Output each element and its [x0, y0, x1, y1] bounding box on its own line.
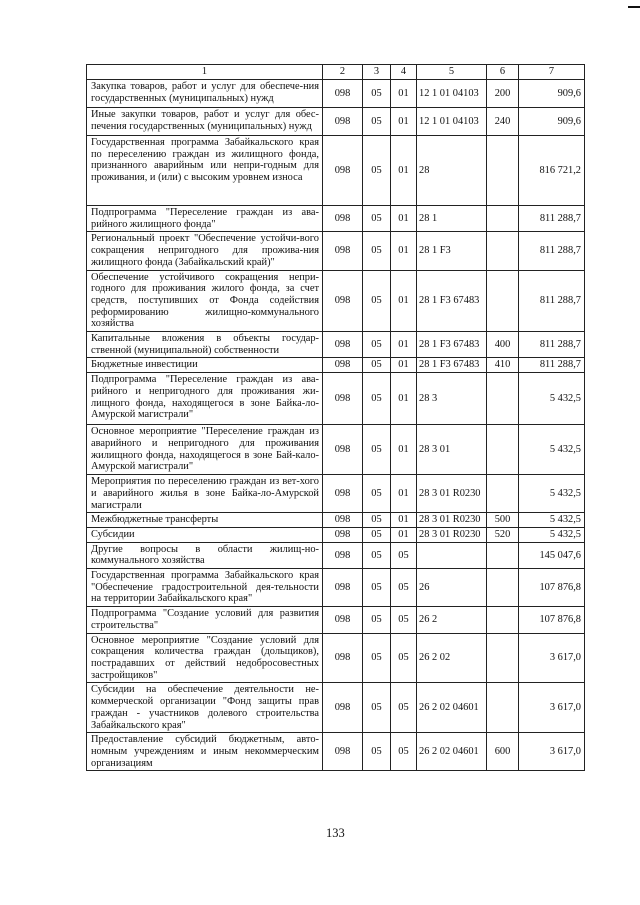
ved-code: 098 — [323, 607, 363, 633]
expense-type-code — [487, 425, 519, 475]
expense-type-code: 600 — [487, 733, 519, 771]
subsection-code: 05 — [391, 542, 417, 568]
section-code: 05 — [363, 80, 391, 108]
target-article-code: 28 1 F3 — [417, 232, 487, 270]
table-row — [87, 136, 585, 206]
amount: 811 288,7 — [519, 270, 585, 332]
amount: 107 876,8 — [519, 569, 585, 607]
expense-type-code — [487, 542, 519, 568]
target-article-code: 26 — [417, 569, 487, 607]
amount: 3 617,0 — [519, 733, 585, 771]
amount: 811 288,7 — [519, 206, 585, 232]
table-row — [87, 542, 585, 568]
section-code: 05 — [363, 270, 391, 332]
amount: 3 617,0 — [519, 683, 585, 733]
expense-type-code — [487, 136, 519, 206]
row-name: Субсидии — [87, 527, 323, 542]
ved-code: 098 — [323, 232, 363, 270]
section-code: 05 — [363, 607, 391, 633]
header-row — [87, 65, 585, 80]
row-name: Государственная программа Забайкальского края по переселению граждан из жилищного фонда, признанного аварийным или непри-годным для проживания, и (или) с высоким уровнем износа — [87, 136, 323, 206]
amount: 5 432,5 — [519, 425, 585, 475]
table-row — [87, 527, 585, 542]
amount: 909,6 — [519, 80, 585, 108]
target-article-code: 12 1 01 04103 — [417, 108, 487, 136]
table-row — [87, 270, 585, 332]
row-name: Закупка товаров, работ и услуг для обеспече-ния государственных (муниципальных) нужд — [87, 80, 323, 108]
table-row — [87, 358, 585, 373]
target-article-code: 28 3 01 R0230 — [417, 513, 487, 528]
ved-code: 098 — [323, 270, 363, 332]
table-row — [87, 373, 585, 425]
expense-type-code: 500 — [487, 513, 519, 528]
subsection-code: 01 — [391, 206, 417, 232]
ved-code: 098 — [323, 633, 363, 683]
amount: 811 288,7 — [519, 232, 585, 270]
amount: 107 876,8 — [519, 607, 585, 633]
ved-code: 098 — [323, 683, 363, 733]
amount: 5 432,5 — [519, 527, 585, 542]
target-article-code: 28 1 F3 67483 — [417, 332, 487, 358]
ved-code: 098 — [323, 358, 363, 373]
ved-code: 098 — [323, 425, 363, 475]
table-body — [87, 80, 585, 771]
table-row — [87, 569, 585, 607]
subsection-code: 01 — [391, 425, 417, 475]
expense-type-code: 400 — [487, 332, 519, 358]
table-row — [87, 108, 585, 136]
corner-mark — [628, 6, 640, 8]
table-row — [87, 633, 585, 683]
row-name: Подпрограмма "Создание условий для развития строительства" — [87, 607, 323, 633]
expense-type-code: 410 — [487, 358, 519, 373]
section-code: 05 — [363, 527, 391, 542]
target-article-code: 28 1 — [417, 206, 487, 232]
ved-code: 098 — [323, 527, 363, 542]
ved-code: 098 — [323, 206, 363, 232]
row-name: Подпрограмма "Переселение граждан из ава-рийного жилищного фонда" — [87, 206, 323, 232]
budget-table — [86, 64, 585, 771]
table-row — [87, 332, 585, 358]
subsection-code: 01 — [391, 232, 417, 270]
section-code: 05 — [363, 513, 391, 528]
ved-code: 098 — [323, 373, 363, 425]
row-name: Бюджетные инвестиции — [87, 358, 323, 373]
target-article-code: 28 3 01 — [417, 425, 487, 475]
table-row — [87, 206, 585, 232]
section-code: 05 — [363, 373, 391, 425]
section-code: 05 — [363, 733, 391, 771]
subsection-code: 05 — [391, 683, 417, 733]
row-name: Предоставление субсидий бюджетным, авто-номным учреждениям и иным некоммерческим организациям — [87, 733, 323, 771]
subsection-code: 05 — [391, 733, 417, 771]
row-name: Обеспечение устойчивого сокращения непри-годного для проживания жилого фонда, за счет средств, поступивших от Фонда содействия реформированию жилищно-коммунального хозяйства — [87, 270, 323, 332]
row-name: Основное мероприятие "Переселение граждан из аварийного и непригодного для проживания жилищного фонда, находящегося в зоне Бай-кало-Амурской магистрали" — [87, 425, 323, 475]
expense-type-code — [487, 270, 519, 332]
ved-code: 098 — [323, 733, 363, 771]
subsection-code: 05 — [391, 607, 417, 633]
amount: 5 432,5 — [519, 513, 585, 528]
expense-type-code — [487, 373, 519, 425]
ved-code: 098 — [323, 80, 363, 108]
subsection-code: 01 — [391, 108, 417, 136]
section-code: 05 — [363, 683, 391, 733]
section-code: 05 — [363, 425, 391, 475]
section-code: 05 — [363, 206, 391, 232]
expense-type-code — [487, 633, 519, 683]
target-article-code: 26 2 02 — [417, 633, 487, 683]
section-code: 05 — [363, 633, 391, 683]
section-code: 05 — [363, 475, 391, 513]
amount: 811 288,7 — [519, 332, 585, 358]
expense-type-code — [487, 683, 519, 733]
expense-type-code — [487, 607, 519, 633]
table-row — [87, 607, 585, 633]
table-row — [87, 733, 585, 771]
subsection-code: 01 — [391, 513, 417, 528]
ved-code: 098 — [323, 513, 363, 528]
ved-code: 098 — [323, 475, 363, 513]
column-header: 2 — [323, 65, 363, 80]
row-name: Подпрограмма "Переселение граждан из ава-рийного и непригодного для проживания жи-лищного фонда, находящегося в зоне Байка-ло-Амурской магистрали" — [87, 373, 323, 425]
ved-code: 098 — [323, 332, 363, 358]
section-code: 05 — [363, 542, 391, 568]
subsection-code: 01 — [391, 332, 417, 358]
target-article-code: 12 1 01 04103 — [417, 80, 487, 108]
target-article-code: 26 2 02 04601 — [417, 733, 487, 771]
table-row — [87, 425, 585, 475]
table-row — [87, 80, 585, 108]
expense-type-code — [487, 232, 519, 270]
target-article-code: 26 2 02 04601 — [417, 683, 487, 733]
column-header: 1 — [87, 65, 323, 80]
subsection-code: 01 — [391, 527, 417, 542]
section-code: 05 — [363, 569, 391, 607]
column-header: 4 — [391, 65, 417, 80]
column-header: 5 — [417, 65, 487, 80]
column-header: 7 — [519, 65, 585, 80]
amount: 145 047,6 — [519, 542, 585, 568]
row-name: Иные закупки товаров, работ и услуг для обес-печения государственных (муниципальных) нужд — [87, 108, 323, 136]
row-name: Капитальные вложения в объекты государ-ственной (муниципальной) собственности — [87, 332, 323, 358]
section-code: 05 — [363, 332, 391, 358]
table-row — [87, 232, 585, 270]
ved-code: 098 — [323, 542, 363, 568]
row-name: Государственная программа Забайкальского края "Обеспечение градостроительной дея-тельности на территории Забайкальского края" — [87, 569, 323, 607]
target-article-code — [417, 542, 487, 568]
section-code: 05 — [363, 232, 391, 270]
page-number: 133 — [326, 826, 345, 840]
row-name: Субсидии на обеспечение деятельности не-коммерческой организации "Фонд защиты прав граждан - участников долевого строительства Забайкальского края" — [87, 683, 323, 733]
row-name: Мероприятия по переселению граждан из вет-хого и аварийного жилья в зоне Байка-ло-Амурской магистрали — [87, 475, 323, 513]
expense-type-code — [487, 206, 519, 232]
column-header: 3 — [363, 65, 391, 80]
subsection-code: 01 — [391, 475, 417, 513]
amount: 3 617,0 — [519, 633, 585, 683]
target-article-code: 28 3 01 R0230 — [417, 527, 487, 542]
section-code: 05 — [363, 108, 391, 136]
subsection-code: 05 — [391, 633, 417, 683]
amount: 5 432,5 — [519, 373, 585, 425]
target-article-code: 28 1 F3 67483 — [417, 358, 487, 373]
target-article-code: 28 3 — [417, 373, 487, 425]
subsection-code: 01 — [391, 80, 417, 108]
expense-type-code — [487, 475, 519, 513]
subsection-code: 05 — [391, 569, 417, 607]
row-name: Другие вопросы в области жилищ-но-коммунального хозяйства — [87, 542, 323, 568]
expense-type-code — [487, 569, 519, 607]
expense-type-code: 240 — [487, 108, 519, 136]
row-name: Региональный проект "Обеспечение устойчи-вого сокращения непригодного для прожива-ния жилищного фонда (Забайкальский край)" — [87, 232, 323, 270]
subsection-code: 01 — [391, 358, 417, 373]
subsection-code: 01 — [391, 373, 417, 425]
amount: 816 721,2 — [519, 136, 585, 206]
expense-type-code: 520 — [487, 527, 519, 542]
target-article-code: 28 3 01 R0230 — [417, 475, 487, 513]
table-row — [87, 683, 585, 733]
amount: 811 288,7 — [519, 358, 585, 373]
section-code: 05 — [363, 136, 391, 206]
target-article-code: 28 — [417, 136, 487, 206]
row-name: Межбюджетные трансферты — [87, 513, 323, 528]
table-row — [87, 513, 585, 528]
ved-code: 098 — [323, 136, 363, 206]
section-code: 05 — [363, 358, 391, 373]
target-article-code: 26 2 — [417, 607, 487, 633]
subsection-code: 01 — [391, 136, 417, 206]
column-header: 6 — [487, 65, 519, 80]
amount: 909,6 — [519, 108, 585, 136]
amount: 5 432,5 — [519, 475, 585, 513]
expense-type-code: 200 — [487, 80, 519, 108]
subsection-code: 01 — [391, 270, 417, 332]
ved-code: 098 — [323, 569, 363, 607]
table-row — [87, 475, 585, 513]
target-article-code: 28 1 F3 67483 — [417, 270, 487, 332]
ved-code: 098 — [323, 108, 363, 136]
row-name: Основное мероприятие "Создание условий для сокращения количества граждан (дольщиков), пострадавших от действий недобросовестных застройщиков" — [87, 633, 323, 683]
